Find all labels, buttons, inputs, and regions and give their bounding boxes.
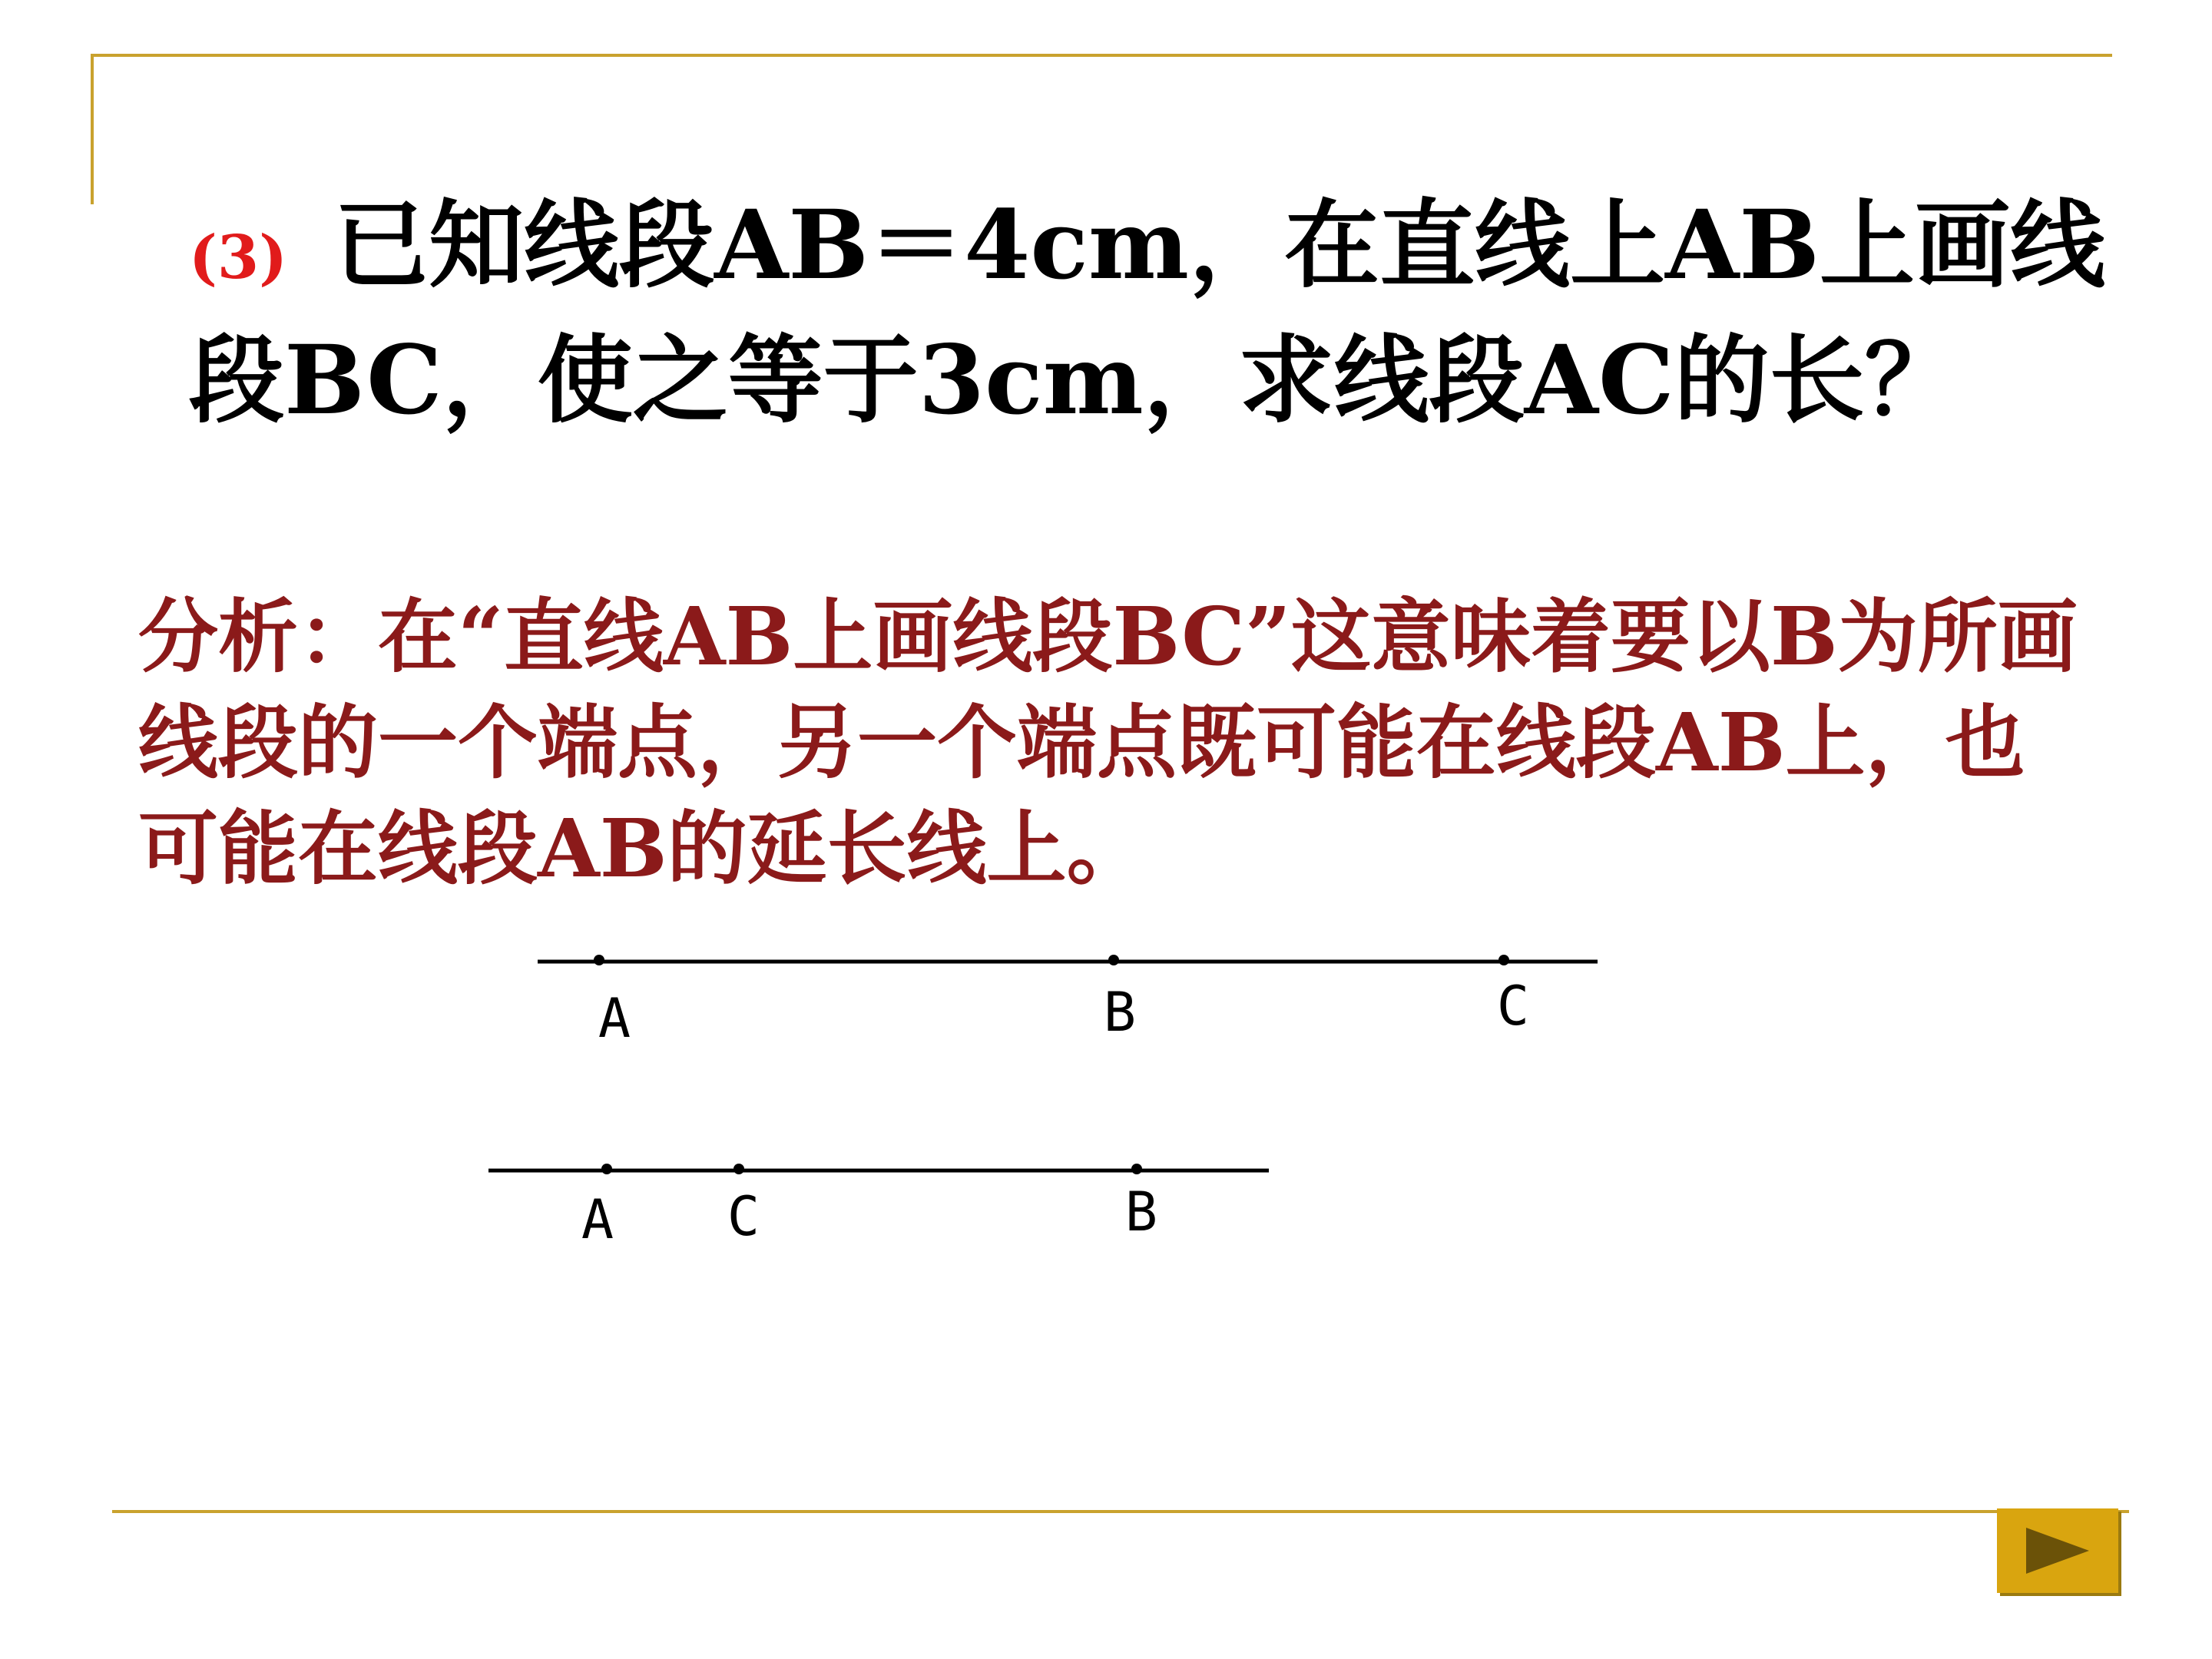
play-triangle-icon [2023, 1525, 2092, 1576]
label-c-1: C [1496, 975, 1530, 1038]
label-a-1: A [598, 987, 631, 1050]
label-b-1: B [1103, 981, 1137, 1044]
label-b-2: B [1124, 1181, 1158, 1243]
label-a-2: A [581, 1188, 614, 1251]
analysis-text: 分析：在“直线AB上画线段BC”这意味着要以B为所画线段的一个端点，另一个端点既可能在线段AB上，也可能在线段AB的延长线上。 [138, 589, 2078, 896]
diagram-c-on-extension [538, 955, 1598, 1050]
next-slide-button[interactable] [1997, 1508, 2118, 1593]
point-a-2 [601, 1164, 612, 1174]
question-number: (3) [189, 223, 288, 293]
point-a-1 [594, 955, 604, 965]
point-c-2 [733, 1164, 744, 1174]
diagram-c-on-segment [488, 1164, 1269, 1251]
point-b-2 [1131, 1164, 1142, 1174]
point-b-1 [1108, 955, 1119, 965]
point-c-1 [1498, 955, 1509, 965]
question-body: 已知线段AB＝4cm，在直线上AB上画线段BC，使之等于3cm，求线段AC的长？ [189, 190, 2106, 436]
label-c-2: C [727, 1185, 760, 1248]
frame-bottom-line [112, 1510, 2129, 1513]
